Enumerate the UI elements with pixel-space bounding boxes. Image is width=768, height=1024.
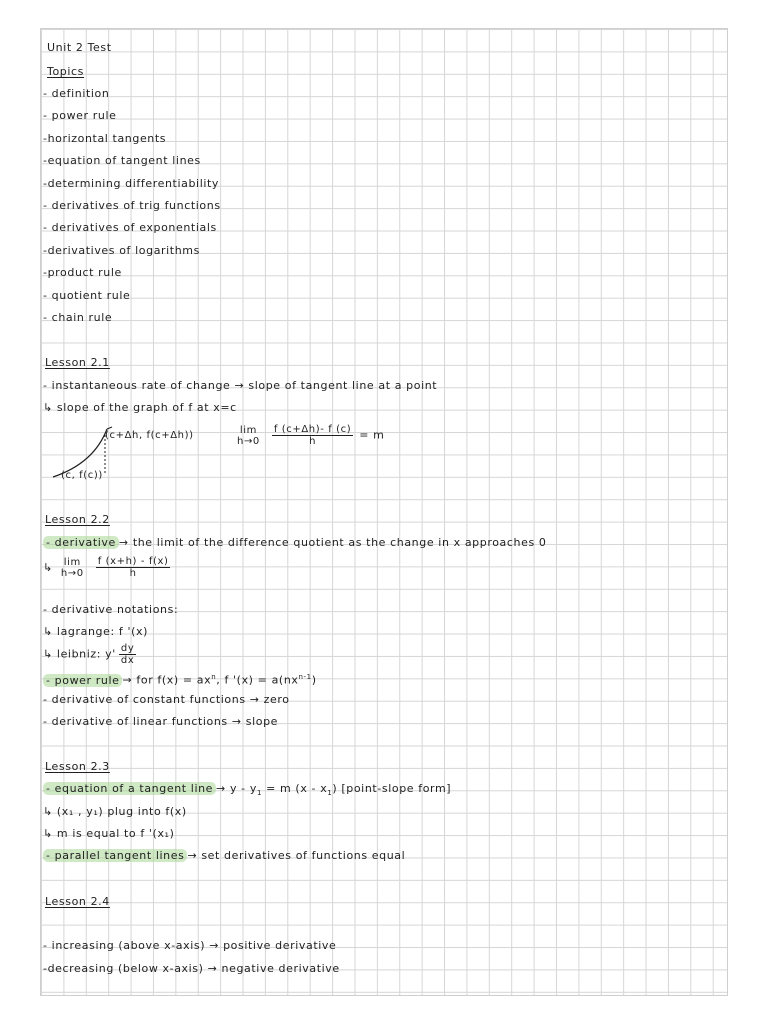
page-title: Unit 2 Test (47, 41, 112, 54)
lagrange-line: ↳ lagrange: f '(x) (43, 625, 148, 638)
topics-heading: Topics (47, 65, 84, 78)
tangent-line-equation (43, 782, 451, 800)
graph-label-top: (c+Δh, f(c+Δh)) (105, 430, 194, 441)
definition-text: → the limit of the difference quotient as the change in x approaches 0 (118, 536, 547, 549)
frac-numerator: f (x+h) - f(x) (97, 556, 169, 567)
power-derivative-text: , f '(x) = a(nx (216, 673, 299, 687)
instantaneous-rate-line: - instantaneous rate of change → slope of tangent line at a point (43, 379, 438, 392)
tangent-sub-y: 1 (256, 789, 263, 798)
leibniz-line (43, 643, 142, 666)
list-item: - derivatives of exponentials (43, 221, 217, 234)
list-item: -determining differentiability (43, 177, 220, 190)
leibniz-prefix: ↳ leibniz: y' (43, 647, 116, 661)
notations-line: - derivative notations: (43, 603, 179, 616)
lesson-2-2-heading: Lesson 2.2 (45, 513, 110, 526)
list-item: - derivatives of trig functions (43, 199, 221, 212)
leibniz-numerator: dy (120, 643, 135, 654)
lim-label: lim (63, 556, 81, 568)
lim-label: lim (239, 424, 257, 436)
m-equal-line: ↳ m is equal to f '(x₁) (43, 827, 175, 840)
lesson-2-1-heading: Lesson 2.1 (45, 356, 110, 369)
leibniz-denominator: dx (120, 655, 135, 666)
constant-function-line: - derivative of constant functions → zero (43, 693, 290, 706)
tangent-eq-part3: ) [point-slope form] (332, 782, 452, 795)
highlight-power-rule: - power rule (43, 674, 122, 687)
power-rule-line (43, 670, 317, 688)
power-exponent: n (211, 673, 217, 681)
derivative-definition-line (43, 536, 547, 550)
parallel-text: → set derivatives of functions equal (187, 849, 406, 862)
tangent-eq-part2: = m (x - x (262, 782, 328, 795)
graph-paper-page (40, 28, 728, 996)
lesson-2-3-heading: Lesson 2.3 (45, 760, 110, 773)
list-item: -horizontal tangents (43, 132, 167, 145)
frac-numerator: f (c+Δh)- f (c) (273, 424, 352, 435)
linear-function-line: - derivative of linear functions → slope (43, 715, 279, 728)
limit-expression-2-2 (43, 556, 176, 579)
power-derivative-exponent: n-1 (298, 673, 312, 681)
tangent-eq-part1: → y - y (216, 782, 257, 795)
limit-expression-2-1 (237, 424, 384, 447)
decreasing-line: -decreasing (below x-axis) → negative derivative (43, 962, 340, 975)
equals-m: = m (359, 428, 385, 442)
list-item: -derivatives of logarithms (43, 244, 200, 257)
lim-approach: h→0 (60, 567, 84, 579)
highlight-tangent-line: - equation of a tangent line (43, 782, 216, 795)
plug-into-line: ↳ (x₁ , y₁) plug into f(x) (43, 805, 187, 818)
lim-approach: h→0 (237, 435, 260, 447)
parallel-tangent-line (43, 849, 405, 863)
list-item: - definition (43, 87, 110, 100)
list-item: - chain rule (43, 311, 113, 324)
list-item: - power rule (43, 109, 117, 122)
power-rule-text: → for f(x) = ax (122, 673, 212, 687)
list-item: -product rule (43, 266, 122, 279)
power-close-paren: ) (311, 673, 317, 687)
frac-denominator: h (309, 436, 317, 447)
lesson-2-4-heading: Lesson 2.4 (45, 895, 110, 908)
slope-of-graph-line: ↳ slope of the graph of f at x=c (43, 401, 237, 414)
arrow-icon: ↳ (43, 560, 53, 574)
highlight-parallel-tangent: - parallel tangent lines (43, 849, 187, 862)
graph-label-bottom: (c, f(c)) (61, 470, 103, 481)
list-item: - quotient rule (43, 289, 131, 302)
frac-denominator: h (129, 568, 137, 579)
tangent-sub-x: 1 (327, 789, 333, 798)
highlight-derivative: - derivative (43, 536, 119, 549)
increasing-line: - increasing (above x-axis) → positive derivative (43, 939, 337, 952)
list-item: -equation of tangent lines (43, 154, 201, 167)
